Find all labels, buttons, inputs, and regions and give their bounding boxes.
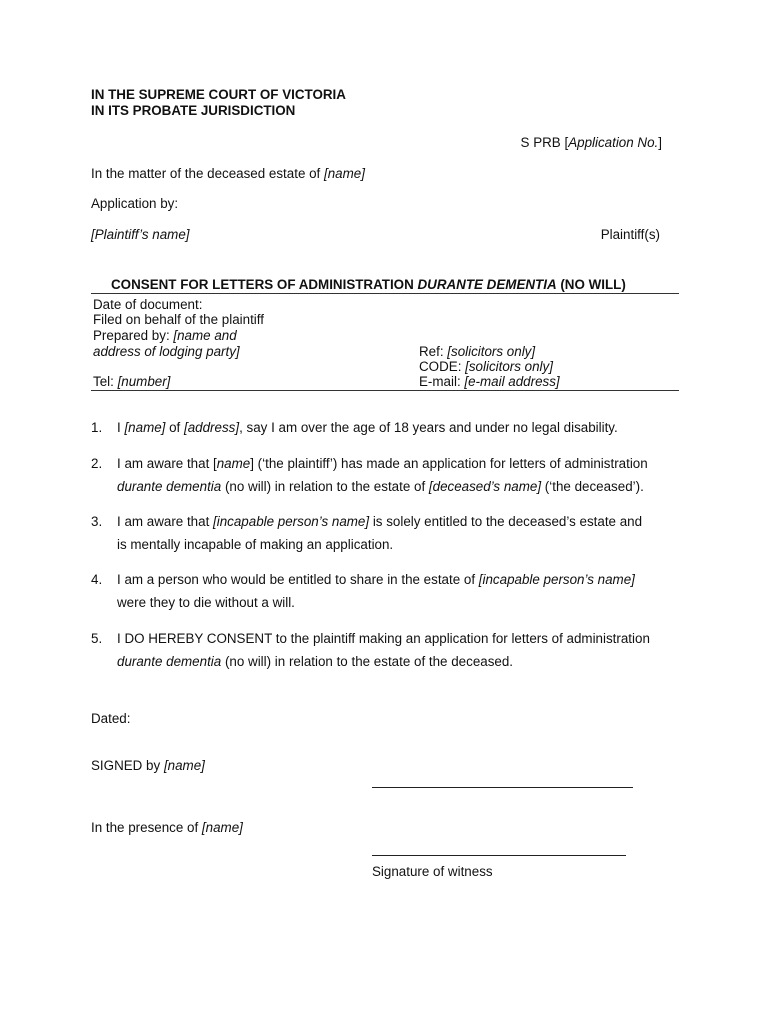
paragraph-text [117,416,691,439]
title-rule [91,293,679,294]
paragraph-5 [91,627,691,673]
tel-line [93,374,170,390]
lodging-party-address: address of lodging party] [93,344,240,359]
signer-signature-line[interactable] [372,787,633,788]
text-run: (‘the deceased’). [541,479,644,494]
incapable-person-placeholder: [incapable person’s name] [478,572,635,587]
case-suffix: ] [658,135,662,150]
paragraph-2 [91,452,691,498]
name-placeholder: [name] [124,420,166,435]
text-run: is mentally incapable of making an application. [117,537,394,552]
paragraph-1 [91,416,691,439]
text-run: , say I am over the age of 18 years and under no legal disability. [239,420,618,435]
paragraph-number: 1. [91,420,103,435]
durante-dementia-term: durante dementia [117,654,222,669]
prepared-by-label: Prepared by: [93,328,174,343]
paragraph-text [117,627,691,673]
tel-label: Tel: [93,374,118,389]
code-line [419,359,553,375]
name-placeholder: name [216,456,251,471]
text-run: (no will) in relation to the estate of [221,479,429,494]
matter-line [91,166,365,182]
case-number [521,135,662,151]
paragraph-text [117,452,691,498]
title-prefix: CONSENT FOR LETTERS OF ADMINISTRATION [111,277,418,292]
title-suffix: (NO WILL) [556,277,626,292]
paragraph-text [117,510,691,556]
incapable-person-placeholder: [incapable person’s name] [213,514,370,529]
text-run: I am aware that [117,514,214,529]
signer-name-placeholder: [name] [163,758,205,773]
title-italic: DURANTE DEMENTIA [417,277,557,292]
prepared-by [93,328,237,344]
ref-label: Ref: [419,344,448,359]
deceased-name-placeholder: [name] [324,166,365,181]
text-run: I [117,420,125,435]
text-run: (no will) in relation to the estate of the deceased. [221,654,514,669]
case-prefix: S PRB [ [520,135,569,150]
durante-dementia-term: durante dementia [117,479,222,494]
court-jurisdiction: IN ITS PROBATE JURISDICTION [91,103,296,118]
matter-prefix: In the matter of the deceased estate of [91,166,324,181]
paragraph-number: 4. [91,572,103,587]
dated-label: Dated: [91,711,131,726]
witness-signature-line[interactable] [372,855,626,856]
paragraph-text [117,568,691,614]
paragraph-number: 3. [91,514,103,529]
presence-label: In the presence of [91,820,202,835]
text-run: I DO HEREBY CONSENT to the plaintiff making an application for letters of administration [117,631,650,646]
signed-by-label: SIGNED by [91,758,164,773]
prepared-by-value: [name and [173,328,237,343]
paragraph-3 [91,510,691,556]
code-label: CODE: [419,359,466,374]
application-by-label: Application by: [91,196,179,211]
filed-on-behalf: Filed on behalf of the plaintiff [93,312,264,327]
deceased-name-placeholder: [deceased’s name] [428,479,542,494]
text-run: of [165,420,184,435]
application-number-placeholder: Application No. [568,135,659,150]
plaintiff-name-placeholder: [Plaintiff’s name] [91,227,190,242]
paragraph-4 [91,568,691,614]
filing-rule [91,390,679,391]
email-line [419,374,560,390]
witness-signature-caption: Signature of witness [372,864,493,879]
text-run: ] (‘the plaintiff’) has made an application for letters of administration [250,456,648,471]
text-run: I am aware that [ [117,456,217,471]
date-of-document-label: Date of document: [93,297,203,312]
presence-line [91,820,243,836]
court-name: IN THE SUPREME COURT OF VICTORIA [91,87,346,102]
paragraph-number: 2. [91,456,103,471]
text-run: I am a person who would be entitled to share in the estate of [117,572,479,587]
paragraph-number: 5. [91,631,103,646]
document-title [111,277,626,293]
address-placeholder: [address] [184,420,240,435]
email-value: [e-mail address] [464,374,560,389]
signed-by [91,758,205,774]
witness-name-placeholder: [name] [201,820,243,835]
code-value: [solicitors only] [465,359,553,374]
plaintiff-role: Plaintiff(s) [600,227,660,242]
tel-value: [number] [117,374,171,389]
text-run: were they to die without a will. [117,595,295,610]
ref-line [419,344,535,360]
ref-value: [solicitors only] [447,344,536,359]
email-label: E-mail: [419,374,465,389]
text-run: is solely entitled to the deceased’s estate and [369,514,643,529]
